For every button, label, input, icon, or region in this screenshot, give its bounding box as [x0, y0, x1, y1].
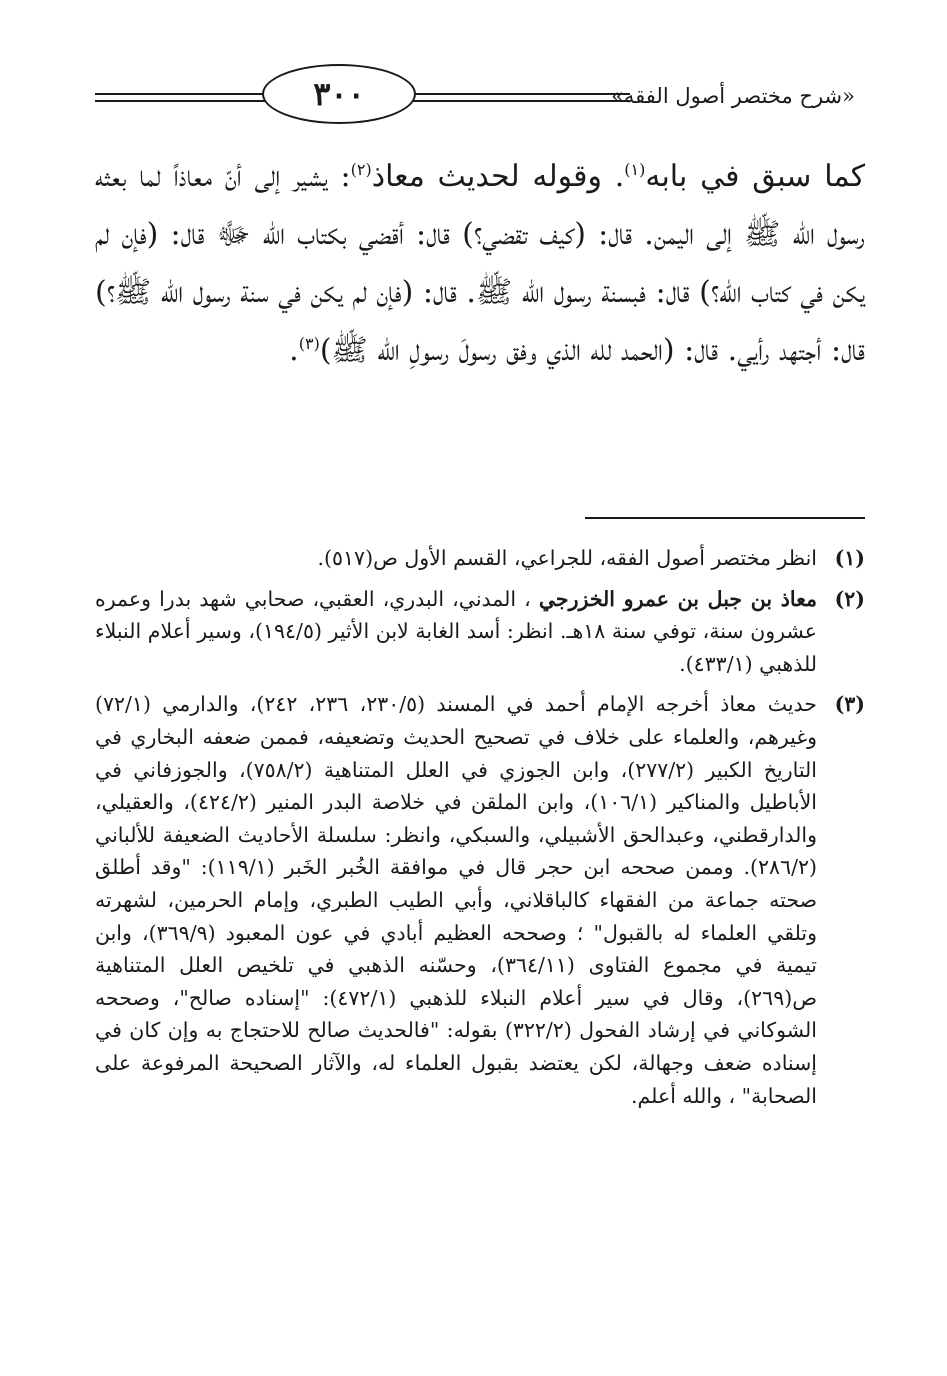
footnote-text: ، المدني، البدري، العقبي، صحابي شهد بدرا وعمره عشرون سنة، توفي سنة ١٨هـ. انظر: أسد الغابة لابن الأثير (١٩٤/٥)، وسير أعلام النبلاء للذهبي (٤٣٣/١). [95, 586, 817, 676]
footnote-number: (١) [834, 546, 865, 570]
footnote-body [95, 583, 817, 681]
page-number: ٣٠٠ [313, 75, 365, 113]
main-paragraph [95, 148, 865, 380]
main-text-3: : يشير إلى أنّ معاذاً لما بعثه رسول الله ﷺ إلى اليمن. قال: (كيف تقضي؟) قال: أقضي بكتاب الله ﷻ قال: (فإن لم يكن في كتاب الله؟) قال: فبسنة رسول الله ﷺ. قال: (فإن لم يكن في سنة رسول الله ﷺ؟) قال: أجتهد رأيي. قال: (الحمد لله الذي وفق رسولَ رسولِ الله ﷺ) [95, 159, 865, 368]
running-title: «شرح مختصر أصول الفقه» [611, 84, 855, 108]
footnote-separator [585, 517, 865, 519]
main-text-2: . وقوله لحديث معاذ [371, 159, 625, 194]
footnote-text: حديث معاذ أخرجه الإمام أحمد في المسند (٢٣٠/٥، ٢٣٦، ٢٤٢)، والدارمي (٧٢/١) وغيرهم، والعلماء على خلاف في تصحيح الحديث وتضعيفه، فممن ضعفه البخاري في التاريخ الكبير (٢٧٧/٢)، وابن الجوزي في العلل المتناهية (٧٥٨/٢)، والجوزفاني في الأباطيل والمناكير (١٠٦/١)، وابن الملقن في خلاصة البدر المنير (٤٢٤/٢)، والعقيلي، والدارقطني، وعبدالحق الأشبيلي، والسبكي، وانظر: سلسلة الأحاديث الضعيفة للألباني (٢٨٦/٢). وممن صححه ابن حجر قال في موافقة الخُبر الخَبر (١١٩/١): "وقد أطلق صحته جماعة من الفقهاء كالباقلاني، وأبي الطيب الطبري، وإمام الحرمين، لشهرته وتلقي العلماء له بالقبول" ؛ وصححه العظيم أبادي في عون المعبود (٣٦٩/٩)، وابن تيمية في مجموع الفتاوى (٣٦٤/١١)، وحسّنه الذهبي في تلخيص العلل المتناهية ص(٢٦٩)، وقال في سير أعلام النبلاء للذهبي (٤٧٢/١): "إسناده صالح"، وصححه الشوكاني في إرشاد الفحول (٣٢٢/٢) بقوله: "فالحديث صالح للاحتجاج به وإن كان في إسناده ضعف وجهالة، لكن يعتضد بقبول العلماء له، والآثار الصحيحة المرفوعة على الصحابة" ، والله أعلم. [95, 692, 818, 1108]
page-header [95, 62, 855, 132]
footnotes [95, 542, 865, 1120]
main-text-4: . [289, 333, 299, 368]
footnote-ref-1[interactable]: (١) [624, 160, 646, 179]
footnote-2 [95, 583, 865, 681]
footnote-1 [95, 542, 865, 575]
header-rule-left-bottom [95, 100, 273, 102]
header-rule-right-bottom [405, 100, 630, 102]
footnote-3 [95, 688, 865, 1112]
footnote-ref-3[interactable]: (٣) [298, 334, 320, 353]
page-number-oval [262, 64, 416, 124]
footnote-number: (٢) [834, 586, 865, 611]
footnote-number: (٣) [834, 692, 865, 717]
header-rule-right-top [405, 93, 630, 95]
header-rule-left-top [95, 93, 273, 95]
footnote-text: انظر مختصر أصول الفقه، للجراعي، القسم الأول ص(٥١٧). [317, 546, 817, 570]
footnote-ref-2[interactable]: (٢) [350, 160, 372, 179]
footnote-name: معاذ بن جبل بن عمرو الخزرجي [538, 586, 817, 611]
main-text-1: كما سبق في بابه [645, 159, 865, 194]
